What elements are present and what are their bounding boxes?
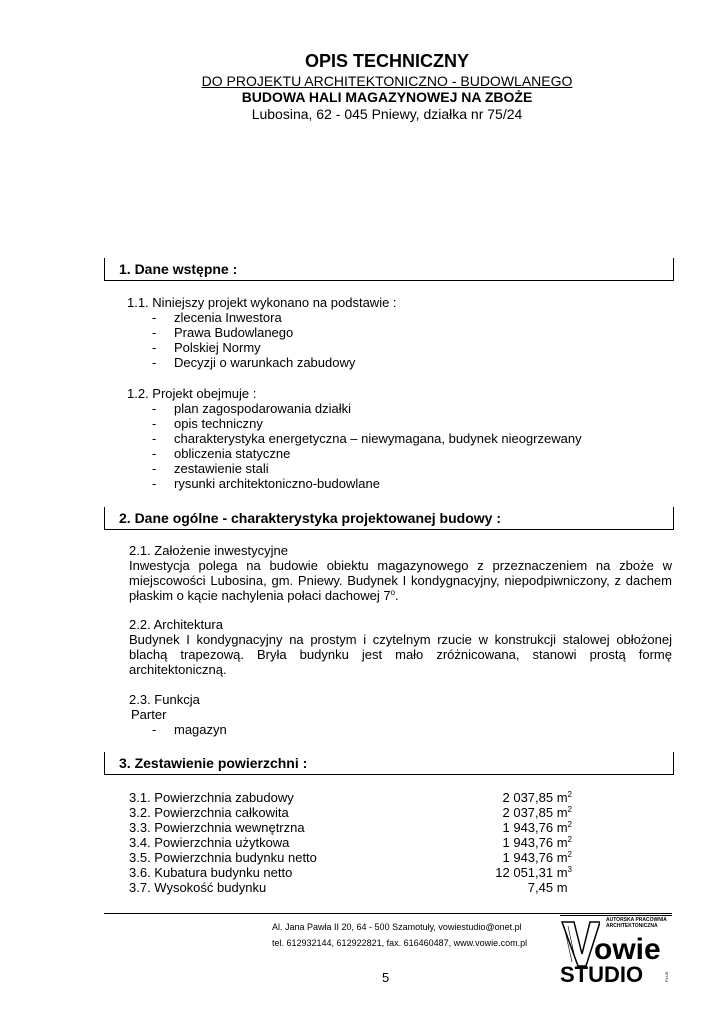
section-1-2-list-item: plan zagospodarowania działki xyxy=(174,401,352,416)
footer-address: Al. Jana Pawła II 20, 64 - 500 Szamotuły, vowiestudio@onet.pl xyxy=(272,922,522,932)
project-name: BUDOWA HALI MAGAZYNOWEJ NA ZBOŻE xyxy=(241,89,533,105)
degree-sign: o xyxy=(390,588,396,597)
list-dash: - xyxy=(152,310,157,325)
section-1-1-list-item: zlecenia Inwestora xyxy=(174,310,282,325)
section-1-1-list-item: Polskiej Normy xyxy=(174,340,261,355)
section-2-2-title: 2.2. Architektura xyxy=(129,617,223,632)
footer-contact: tel. 612932144, 612922821, fax. 616460487, www.vowie.com.pl xyxy=(272,938,528,948)
section-1-heading-box xyxy=(104,258,674,281)
area-row-value: 2 037,85 $m^2$ xyxy=(502,805,572,820)
document-subtitle: DO PROJEKTU ARCHITEKTONICZNO - BUDOWLANEGO xyxy=(201,73,573,89)
area-row-label: 3.1. Powierzchnia zabudowy xyxy=(129,790,294,805)
area-row-value: 2 037,85 $m^2$ xyxy=(502,790,572,805)
section-1-1-intro: 1.1. Niniejszy projekt wykonano na podstawie : xyxy=(127,295,397,310)
section-2-3-item: magazyn xyxy=(174,722,227,737)
section-2-3-title: 2.3. Funkcja xyxy=(129,692,200,707)
list-dash: - xyxy=(152,416,157,431)
list-dash: - xyxy=(152,325,157,340)
document-title: OPIS TECHNICZNY xyxy=(304,51,469,71)
area-row-value: 7,45 m xyxy=(527,880,568,895)
section-2-3-sub: Parter xyxy=(131,707,167,722)
list-dash: - xyxy=(152,476,157,491)
list-dash: - xyxy=(152,355,157,370)
list-dash: - xyxy=(152,431,157,446)
logo-word-owie: owie xyxy=(594,933,661,966)
area-row-label: 3.3. Powierzchnia wewnętrzna xyxy=(129,820,305,835)
section-3-heading: 3. Zestawienie powierzchni : xyxy=(119,755,308,771)
section-1-2-list-item: rysunki architektoniczno-budowlane xyxy=(174,476,380,491)
area-row-label: 3.2. Powierzchnia całkowita xyxy=(129,805,289,820)
section-1-2-list-item: zestawienie stali xyxy=(174,461,269,476)
area-row-label: 3.4. Powierzchnia użytkowa xyxy=(129,835,290,850)
area-row-label: 3.7. Wysokość budynku xyxy=(129,880,267,895)
section-2-1-end: . xyxy=(395,588,399,603)
section-2-1-body: Inwestycja polega na budowie obiektu magazynowego z przeznaczeniem na zboże w miejscowości Lubosina, gm. Pniewy. Budynek I kondygnacyjny, niepodpiwniczony, z dachem płaskim o kącie nachylenia połaci dachowej 7 xyxy=(129,558,672,603)
section-1-2-list-item: opis techniczny xyxy=(174,416,263,431)
project-location: Lubosina, 62 - 045 Pniewy, działka nr 75/24 xyxy=(251,106,523,122)
section-1-1-list-item: Decyzji o warunkach zabudowy xyxy=(174,355,356,370)
section-1-2-intro: 1.2. Projekt obejmuje : xyxy=(127,386,257,401)
area-row-label: 3.5. Powierzchnia budynku netto xyxy=(129,850,317,865)
section-2-heading: 2. Dane ogólne - charakterystyka projektowanej budowy : xyxy=(119,510,501,526)
area-row-label: 3.6. Kubatura budynku netto xyxy=(129,865,293,880)
logo-tag-line1: AUTORSKA PRACOWNIA xyxy=(606,917,667,923)
section-3-heading-box xyxy=(104,752,674,775)
section-2-1-text xyxy=(129,558,672,603)
area-row-value: 12 051,31 $m^3$ xyxy=(495,865,572,880)
area-row-value: 1 943,76 $m^2$ xyxy=(502,850,572,865)
logo-word-studio: STUDIO xyxy=(560,962,644,984)
list-dash: - xyxy=(152,401,157,416)
section-2-1-title: 2.1. Założenie inwestycyjne xyxy=(129,543,288,558)
list-dash: - xyxy=(152,461,157,476)
section-1-2-list-item: charakterystyka energetyczna – niewymagana, budynek nieogrzewany xyxy=(174,431,582,446)
logo-tag-line2: ARCHITEKTONICZNA xyxy=(606,923,658,929)
page-number: 5 xyxy=(382,970,390,985)
list-dash: - xyxy=(152,446,157,461)
section-1-heading: 1. Dane wstępne : xyxy=(119,261,238,277)
section-2-heading-box xyxy=(104,507,674,530)
section-2-2-text: Budynek I kondygnacyjny na prostym i czytelnym rzucie w konstrukcji stalowej obłożonej blachą trapezową. Bryła budynku jest mało zróżnicowana, stanowi prostą formę architektoniczną. xyxy=(129,632,672,677)
list-dash: - xyxy=(152,340,157,355)
vowie-studio-logo xyxy=(560,914,672,984)
section-1-1-list-item: Prawa Budowlanego xyxy=(174,325,294,340)
list-dash: - xyxy=(152,722,157,737)
section-1-2-list-item: obliczenia statyczne xyxy=(174,446,291,461)
area-row-value: 1 943,76 $m^2$ xyxy=(502,820,572,835)
area-row-value: 1 943,76 $m^2$ xyxy=(502,835,572,850)
logo-plus: PLUS xyxy=(664,971,669,982)
